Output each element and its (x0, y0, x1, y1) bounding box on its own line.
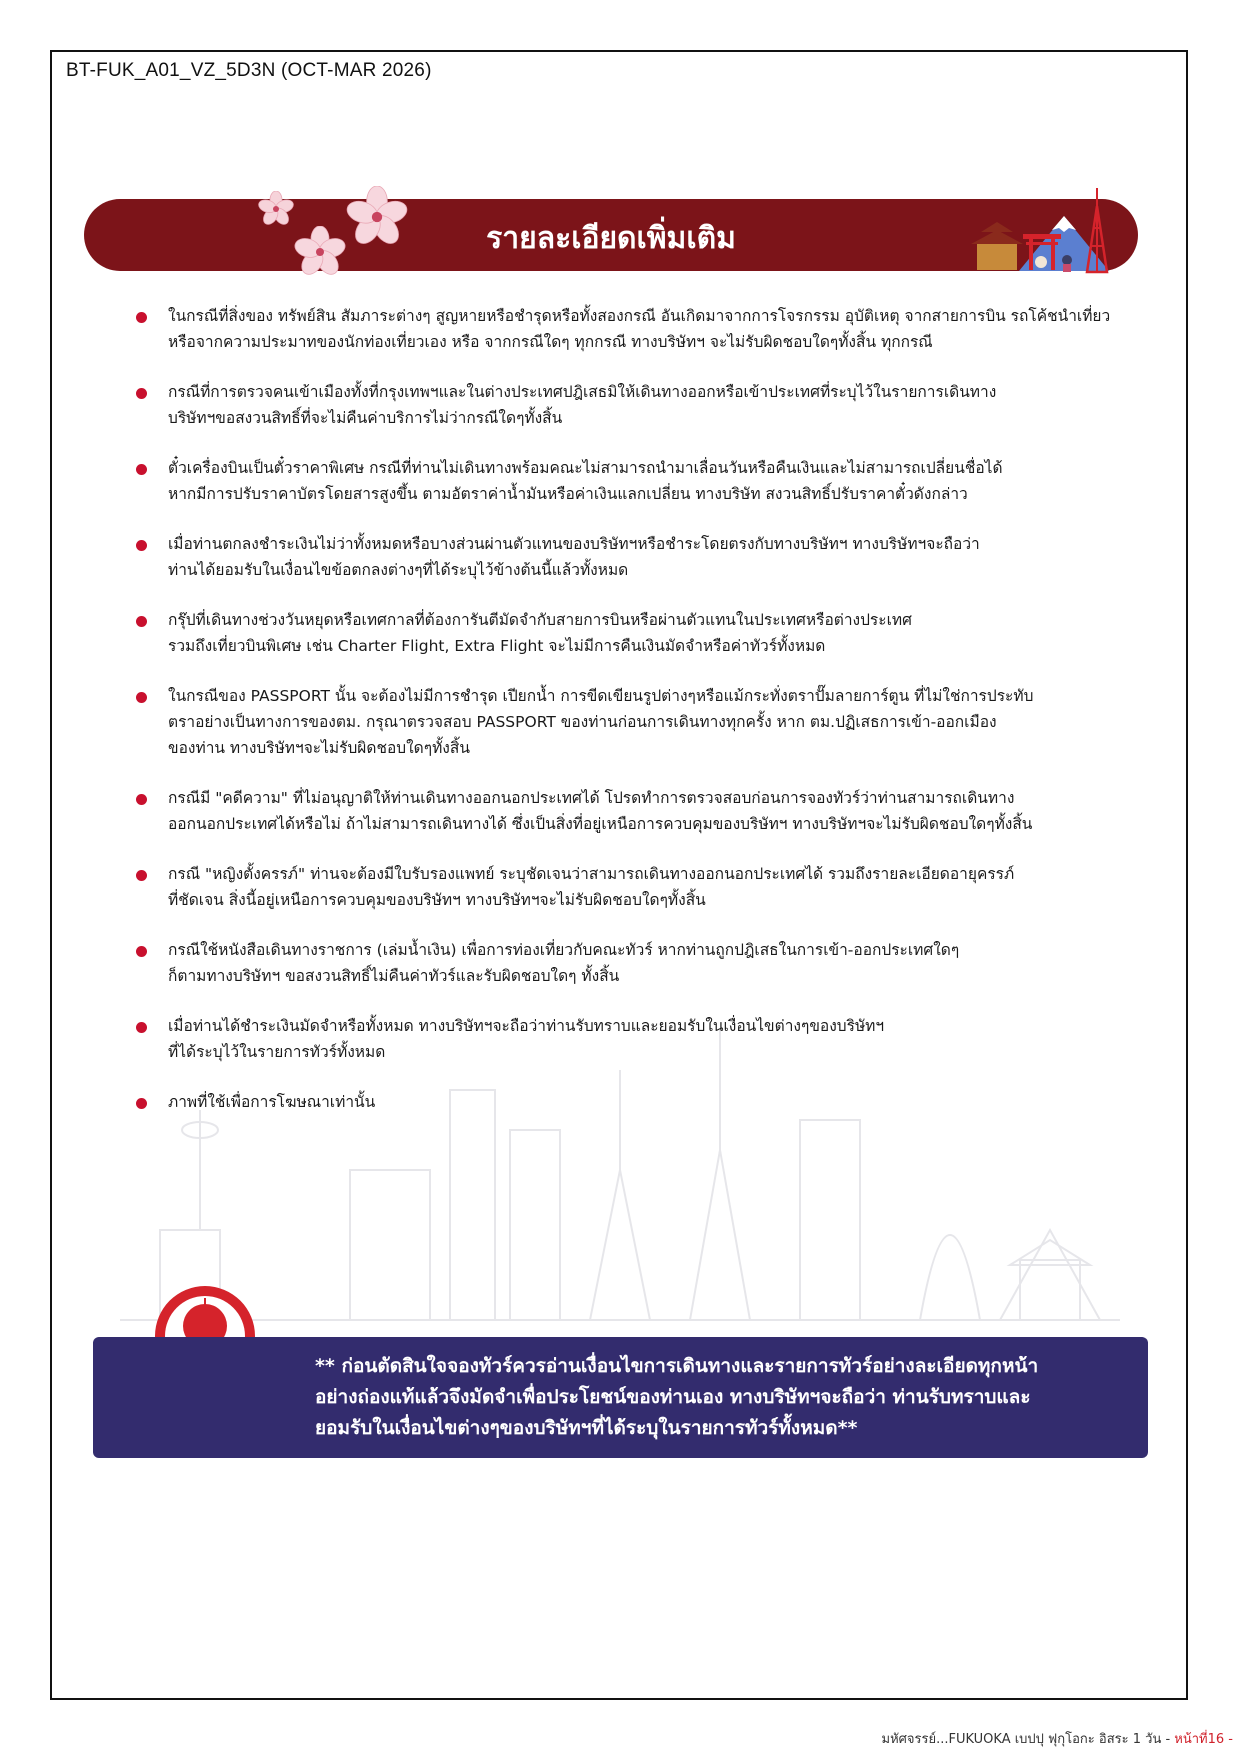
japan-landmarks-illustration (969, 186, 1129, 276)
list-item (132, 1013, 1172, 1065)
bullet-icon (136, 946, 147, 957)
list-item (132, 455, 1172, 507)
list-item-line: กรณี "หญิงตั้งครรภ์" ท่านจะต้องมีใบรับรองแพทย์ ระบุชัดเจนว่าสามารถเดินทางออกนอกประเทศได้ รวมถึงรายละเอียดอายุครรภ์ (168, 865, 1015, 883)
notice-line: ยอมรับในเงื่อนไขต่างๆของบริษัทฯที่ได้ระบุในรายการทัวร์ทั้งหมด** (315, 1417, 858, 1439)
bullet-icon (136, 794, 147, 805)
list-item (132, 1089, 1172, 1115)
page-footer (882, 1728, 1234, 1749)
cherry-blossom-icon (294, 226, 346, 278)
bullet-icon (136, 312, 147, 323)
list-item-line: ตราอย่างเป็นทางการของตม. กรุณาตรวจสอบ PASSPORT ของท่านก่อนการเดินทางทุกครั้ง หาก ตม.ปฏิเสธการเข้า-ออกเมือง (168, 713, 997, 731)
bullet-icon (136, 870, 147, 881)
list-item (132, 303, 1172, 355)
list-item (132, 379, 1172, 431)
notice-line: ** ก่อนตัดสินใจจองทัวร์ควรอ่านเงื่อนไขการเดินทางและรายการทัวร์อย่างละเอียดทุกหน้า (315, 1355, 1039, 1377)
list-item-line: ออกนอกประเทศได้หรือไม่ ถ้าไม่สามารถเดินทางได้ ซึ่งเป็นสิ่งที่อยู่เหนือการควบคุมของบริษัทฯ ทางบริษัทฯจะไม่รับผิดชอบใดๆทั้งสิ้น (168, 815, 1033, 833)
list-item-line: ก็ตามทางบริษัทฯ ขอสงวนสิทธิ์ไม่คืนค่าทัวร์และรับผิดชอบใดๆ ทั้งสิ้น (168, 967, 620, 985)
bullet-icon (136, 388, 147, 399)
list-item-line: กรณีมี "คดีความ" ที่ไม่อนุญาติให้ท่านเดินทางออกนอกประเทศได้ โปรดทำการตรวจสอบก่อนการจองทัวร์ว่าท่านสามารถเดินทาง (168, 789, 1015, 807)
booking-notice (93, 1337, 1148, 1458)
cherry-blossom-icon (258, 191, 294, 227)
list-item-line: ในกรณีของ PASSPORT นั้น จะต้องไม่มีการชำรุด เปียกน้ำ การขีดเขียนรูปต่างๆหรือแม้กระทั่งตราปั๊มลายการ์ตูน ที่ไม่ใช่การประทับ (168, 687, 1034, 705)
list-item (132, 937, 1172, 989)
list-item-line: ที่ชัดเจน สิ่งนี้อยู่เหนือการควบคุมของบริษัทฯ ทางบริษัทฯจะไม่รับผิดชอบใดๆทั้งสิ้น (168, 891, 706, 909)
cherry-blossom-icon (346, 186, 408, 248)
list-item-line: ตั๋วเครื่องบินเป็นตั๋วราคาพิเศษ กรณีที่ท่านไม่เดินทางพร้อมคณะไม่สามารถนำมาเลื่อนวันหรือคืนเงินและไม่สามารถเปลี่ยนชื่อได้ (168, 459, 1003, 477)
list-item (132, 861, 1172, 913)
notice-text (315, 1351, 1135, 1444)
list-item-line: หรือจากความประมาทของนักท่องเที่ยวเอง หรือ จากกรณีใดๆ ทุกกรณี ทางบริษัทฯ จะไม่รับผิดชอบใดๆทั้งสิ้น ทุกกรณี (168, 333, 933, 351)
list-item-line: ที่ได้ระบุไว้ในรายการทัวร์ทั้งหมด (168, 1043, 386, 1061)
list-item (132, 785, 1172, 837)
section-title: รายละเอียดเพิ่มเติม (486, 221, 736, 256)
list-item-line: หากมีการปรับราคาบัตรโดยสารสูงขึ้น ตามอัตราค่าน้ำมันหรือค่าเงินแลกเปลี่ยน ทางบริษัท สงวนสิทธิ์ปรับราคาตั๋วดังกล่าว (168, 485, 968, 503)
list-item-line: ในกรณีที่สิ่งของ ทรัพย์สิน สัมภาระต่างๆ สูญหายหรือชำรุดหรือทั้งสองกรณี อันเกิดมาจากการโจรกรรม อุบัติเหตุ จากสายการบิน รถโค้ชนำเที่ยว (168, 307, 1111, 325)
list-item-line: กรณีใช้หนังสือเดินทางราชการ (เล่มน้ำเงิน) เพื่อการท่องเที่ยวกับคณะทัวร์ หากท่านถูกปฎิเสธในการเข้า-ออกประเทศใดๆ (168, 941, 960, 959)
notice-line: อย่างถ่องแท้แล้วจึงมัดจำเพื่อประโยชน์ของท่านเอง ทางบริษัทฯจะถือว่า ท่านรับทราบและ (315, 1386, 1031, 1408)
list-item-line: เมื่อท่านได้ชำระเงินมัดจำหรือทั้งหมด ทางบริษัทฯจะถือว่าท่านรับทราบและยอมรับในเงื่อนไขต่างๆของบริษัทฯ (168, 1017, 885, 1035)
document-code: BT-FUK_A01_VZ_5D3N (OCT-MAR 2026) (66, 60, 432, 81)
bullet-icon (136, 464, 147, 475)
list-item-line: เมื่อท่านตกลงชำระเงินไม่ว่าทั้งหมดหรือบางส่วนผ่านตัวแทนของบริษัทฯหรือชำระโดยตรงกับทางบริษัทฯ ทางบริษัทฯจะถือว่า (168, 535, 980, 553)
list-item-line: รวมถึงเที่ยวบินพิเศษ เช่น Charter Flight, Extra Flight จะไม่มีการคืนเงินมัดจำหรือค่าทัวร์ทั้งหมด (168, 637, 826, 655)
list-item-line: ภาพที่ใช้เพื่อการโฆษณาเท่านั้น (168, 1093, 376, 1111)
bullet-icon (136, 1022, 147, 1033)
bullet-icon (136, 540, 147, 551)
bullet-icon (136, 692, 147, 703)
list-item-line: กรุ๊ปที่เดินทางช่วงวันหยุดหรือเทศกาลที่ต้องการันตีมัดจำกับสายการบินหรือผ่านตัวแทนในประเทศหรือต่างประเทศ (168, 611, 912, 629)
bullet-icon (136, 1098, 147, 1109)
list-item-line: บริษัทฯขอสงวนสิทธิ์ที่จะไม่คืนค่าบริการไม่ว่ากรณีใดๆทั้งสิ้น (168, 409, 563, 427)
list-item-line: ของท่าน ทางบริษัทฯจะไม่รับผิดชอบใดๆทั้งสิ้น (168, 739, 470, 757)
bullet-icon (136, 616, 147, 627)
list-item-line: กรณีที่การตรวจคนเข้าเมืองทั้งที่กรุงเทพฯและในต่างประเทศปฎิเสธมิให้เดินทางออกหรือเข้าประเทศที่ระบุไว้ในรายการเดินทาง (168, 383, 997, 401)
list-item (132, 607, 1172, 659)
page-number: หน้าที่16 - (1174, 1732, 1233, 1747)
details-list (132, 303, 1172, 1139)
list-item (132, 531, 1172, 583)
list-item (132, 683, 1172, 761)
footer-title: มหัศจรรย์...FUKUOKA เบปปุ ฟุกุโอกะ อิสระ 1 วัน - (881, 1732, 1175, 1747)
list-item-line: ท่านได้ยอมรับในเงื่อนไขข้อตกลงต่างๆที่ได้ระบุไว้ข้างต้นนี้แล้วทั้งหมด (168, 561, 629, 579)
